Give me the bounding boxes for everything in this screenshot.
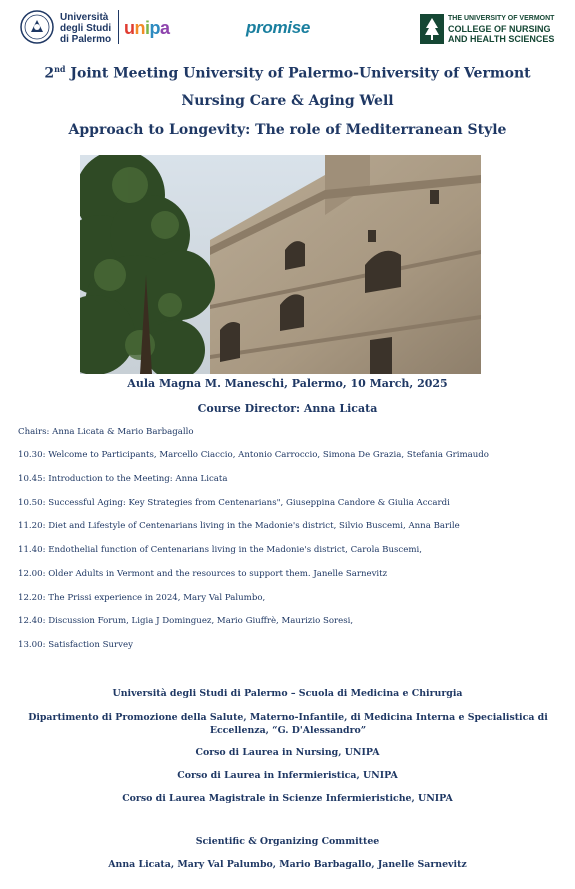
course-director: Course Director: Anna Licata [197, 402, 378, 415]
program-item: 10.45: Introduction to the Meeting: Anna Licata [18, 474, 228, 484]
unipa-wordmark [124, 18, 170, 39]
venue-line: Aula Magna M. Maneschi, Palermo, 10 March, 2025 [127, 377, 448, 390]
uvm-line3: AND HEALTH SCIENCES [448, 34, 555, 44]
course-infermieristica: Corso di Laurea in Infermieristica, UNIPA [177, 770, 398, 781]
course-magistrale: Corso di Laurea Magistrale in Scienze Infermieristiche, UNIPA [122, 793, 453, 804]
logo-bar [0, 8, 575, 48]
program-item: 11.20: Diet and Lifestyle of Centenarians living in the Madonie's district, Silvio Buscemi, Anna Barile [18, 521, 460, 531]
uvm-line1: THE UNIVERSITY OF VERMONT [448, 15, 555, 22]
program-item: 10.30: Welcome to Participants, Marcello Ciaccio, Antonio Carroccio, Simona De Grazia, Stefania Grimaudo [18, 450, 489, 460]
department-name: Dipartimento di Promozione della Salute, Materno-Infantile, di Medicina Interna e Specialistica di Eccellenza, “G. D'Alessandro” [28, 712, 548, 736]
program-item: 12.00: Older Adults in Vermont and the resources to support them. Janelle Sarnevitz [18, 569, 388, 579]
venue-photo [80, 155, 481, 374]
uvm-line2: COLLEGE OF NURSING [448, 24, 551, 34]
unipa-logo [20, 10, 200, 46]
course-nursing: Corso di Laurea in Nursing, UNIPA [195, 747, 380, 758]
unipa-name: Università degli Studi di Palermo [60, 12, 112, 45]
uvm-text [448, 14, 554, 44]
meeting-title: 2nd Joint Meeting University of Palermo-University of Vermont [44, 64, 531, 82]
program-item: 11.40: Endothelial function of Centenarians living in the Madonie's district, Carola Buscemi, [18, 545, 422, 555]
program-item: 12.20: The Prissi experience in 2024, Mary Val Palumbo, [18, 593, 266, 603]
program-item: 10.50: Successful Aging: Key Strategies from Centenarians", Giuseppina Candore & Giulia Accardi [18, 498, 450, 508]
school-name: Università degli Studi di Palermo – Scuola di Medicina e Chirurgia [112, 688, 463, 699]
program-item: Chairs: Anna Licata & Mario Barbagallo [18, 427, 194, 437]
logo-divider [118, 10, 119, 44]
university-seal-icon [20, 10, 54, 44]
program-item: 12.40: Discussion Forum, Ligia J Dominguez, Mario Giuffrè, Maurizio Soresi, [18, 616, 354, 626]
uvm-tree-icon [420, 14, 444, 44]
meeting-theme: Approach to Longevity: The role of Mediterranean Style [68, 122, 507, 138]
committee-members: Anna Licata, Mary Val Palumbo, Mario Barbagallo, Janelle Sarnevitz [108, 859, 467, 870]
uvm-logo [420, 14, 565, 46]
committee-title: Scientific & Organizing Committee [195, 836, 380, 847]
unipa-wordmark-letters: unipa [124, 18, 170, 38]
program-item: 13.00: Satisfaction Survey [18, 640, 133, 650]
promise-logo: promise [246, 18, 311, 37]
meeting-subtitle: Nursing Care & Aging Well [181, 93, 394, 109]
